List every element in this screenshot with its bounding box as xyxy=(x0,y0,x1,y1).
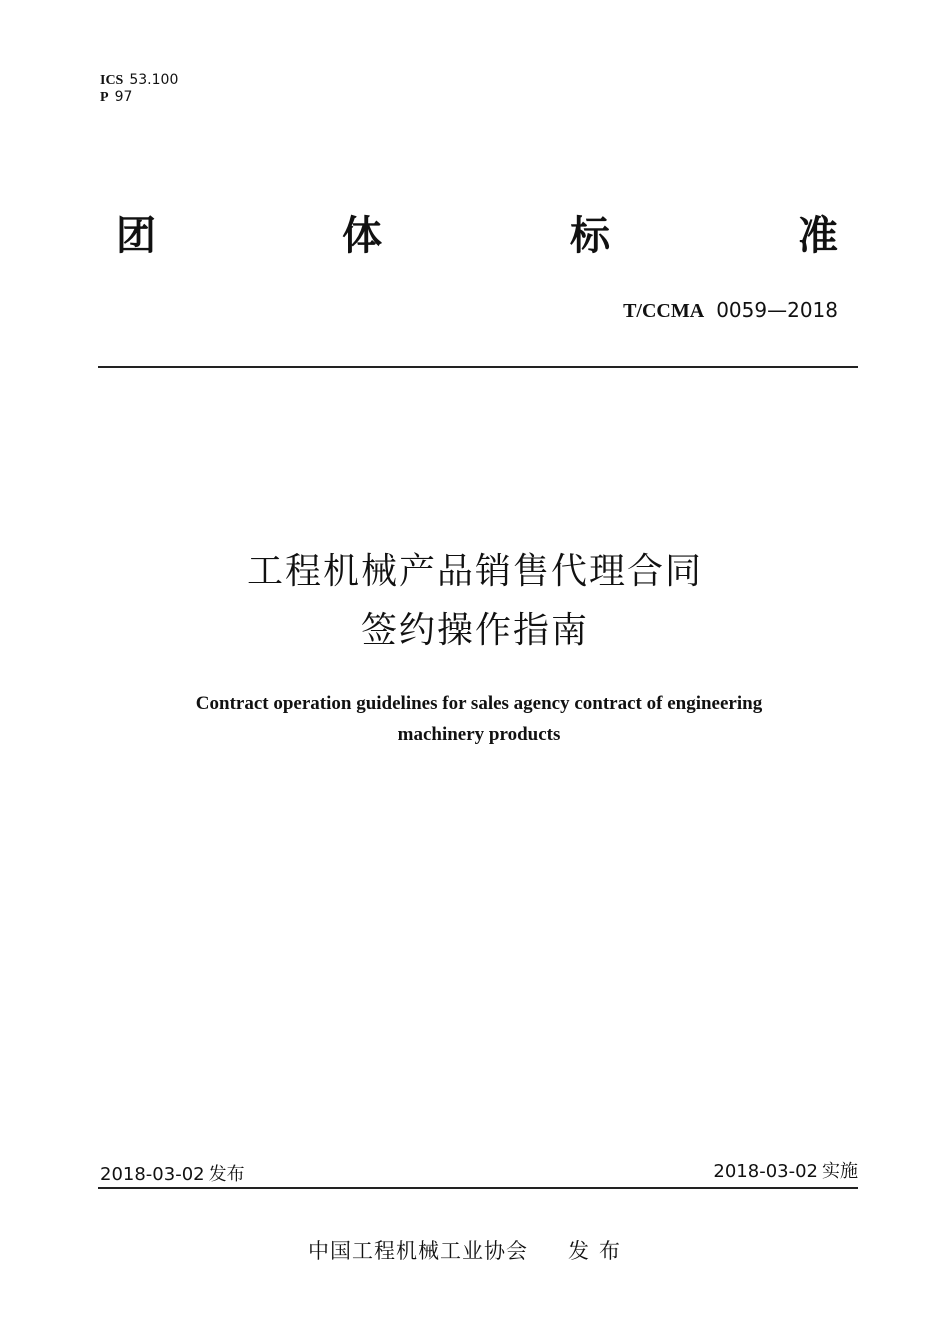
standard-serial: 0059—2018 xyxy=(716,298,838,322)
publisher-line xyxy=(308,1235,630,1265)
title-cn-line-1: 工程机械产品销售代理合同 xyxy=(246,551,703,592)
publisher-action: 发布 xyxy=(568,1239,630,1263)
ccs-value: 97 xyxy=(114,89,133,105)
classification-codes xyxy=(100,72,178,106)
implement-date-value: 2018-03-02 xyxy=(713,1161,818,1182)
ics-code xyxy=(100,72,178,89)
header-divider xyxy=(98,366,858,368)
standard-number xyxy=(560,298,838,323)
ics-label: ICS xyxy=(100,73,124,88)
standard-type-char-3: 标 xyxy=(570,213,610,259)
publisher-name: 中国工程机械工业协会 xyxy=(308,1239,528,1263)
standard-type-char-4: 准 xyxy=(798,213,838,259)
publish-date-label: 发布 xyxy=(208,1164,245,1185)
standard-type-char-2: 体 xyxy=(342,213,382,259)
title-en-line-1: Contract operation guidelines for sales agency contract of engineering xyxy=(195,693,763,714)
publish-date xyxy=(100,1160,245,1186)
title-en-line-2: machinery products xyxy=(397,724,561,745)
implement-date xyxy=(600,1157,858,1183)
ccs-label: P xyxy=(100,90,109,105)
publish-date-value: 2018-03-02 xyxy=(100,1164,205,1185)
ccs-code xyxy=(100,89,178,106)
standard-type-char-1: 团 xyxy=(116,213,156,259)
standard-org-code: T/CCMA xyxy=(623,300,705,322)
footer-divider xyxy=(98,1187,858,1189)
ics-value: 53.100 xyxy=(129,72,179,88)
implement-date-label: 实施 xyxy=(822,1161,858,1182)
title-cn-line-2: 签约操作指南 xyxy=(360,610,589,651)
